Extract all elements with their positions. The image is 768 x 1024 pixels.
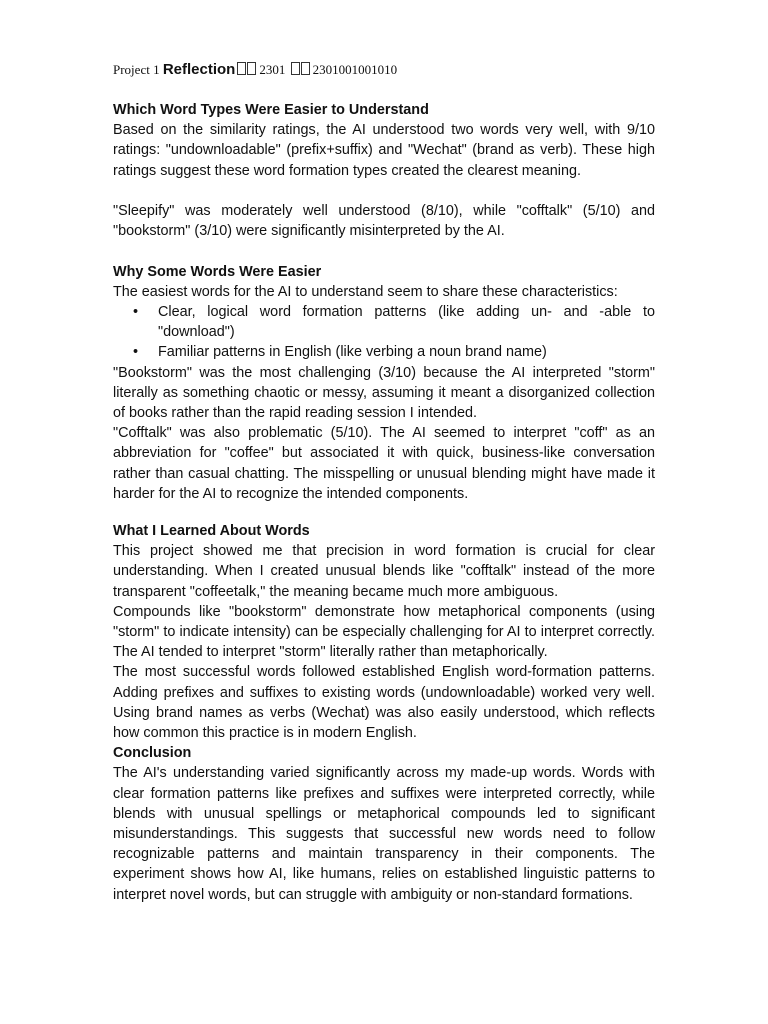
- list-item: • Familiar patterns in English (like verbing a noun brand name): [113, 342, 655, 362]
- paragraph: Based on the similarity ratings, the AI understood two words very well, with 9/10 ratings: "undownloadable" (prefix+suffix) and "Wechat" (brand as verb). These high ratings suggest these word formation types created the clearest meaning.: [113, 122, 655, 179]
- bullet-icon: •: [133, 344, 139, 361]
- section-heading-conclusion: Conclusion: [113, 745, 192, 762]
- paragraph: The AI's understanding varied significantly across my made-up words. Words with clear formation patterns like prefixes and suffixes were interpreted correctly, while blends with unusual spellings or metaphorical compounds led to significant misunderstandings. This suggests that successful new words need to follow recognizable patterns and maintain transparency in their components. The experiment shows how AI, like humans, relies on established linguistic patterns to interpret novel words, but can struggle with ambiguity or non-standard formations.: [113, 765, 655, 903]
- missing-glyph-boxes: [236, 62, 256, 77]
- header-class-number: 2301: [259, 62, 286, 77]
- paragraph: "Cofftalk" was also problematic (5/10). The AI seemed to interpret "coff" as an abbreviation for "coffee" but associated it with quick, business-like conversation rather than casual chatting. The misspelling or unusual blending might have made it harder for the AI to recognize the intended components.: [113, 425, 655, 502]
- paragraph: The most successful words followed established English word-formation patterns. Adding prefixes and suffixes to existing words (undownloadable) worked very well. Using brand names as verbs (Wechat) was also easily understood, which reflects how common this practice is in modern English.: [113, 664, 655, 742]
- header-project-label: Project 1: [113, 62, 160, 77]
- list-item: • Clear, logical word formation patterns (like adding un- and -able to "download"): [133, 304, 655, 341]
- header-reflection-title: Reflection: [162, 61, 236, 78]
- bullet-list: [113, 302, 655, 363]
- section-heading-why-easier: Why Some Words Were Easier: [113, 263, 322, 280]
- bullet-icon: •: [133, 304, 139, 320]
- missing-glyph-boxes: [290, 62, 310, 77]
- section-heading-what-i-learned: What I Learned About Words: [113, 523, 310, 540]
- document-header: [113, 60, 655, 82]
- paragraph: "Bookstorm" was the most challenging (3/10) because the AI interpreted "storm" literally as something chaotic or messy, assuming it meant a disorganized collection of books rather than the rapid reading session I intended.: [113, 364, 655, 422]
- paragraph: This project showed me that precision in word formation is crucial for clear understanding. When I created unusual blends like "cofftalk" instead of the more transparent "coffeetalk," the meaning became much more ambiguous.: [113, 543, 655, 600]
- paragraph: The easiest words for the AI to understand seem to share these characteristics:: [113, 283, 618, 300]
- section-heading-easier-word-types: Which Word Types Were Easier to Understand: [113, 102, 429, 118]
- paragraph: Compounds like "bookstorm" demonstrate how metaphorical components (using "storm" to indicate intensity) can be especially challenging for AI to interpret correctly. The AI tended to interpret "storm" literally rather than metaphorically.: [113, 603, 655, 661]
- document-page: [113, 60, 655, 905]
- paragraph: "Sleepify" was moderately well understood (8/10), while "cofftalk" (5/10) and "bookstorm" (3/10) were significantly misinterpreted by the AI.: [113, 203, 655, 240]
- header-student-id: 2301001001010: [312, 62, 398, 77]
